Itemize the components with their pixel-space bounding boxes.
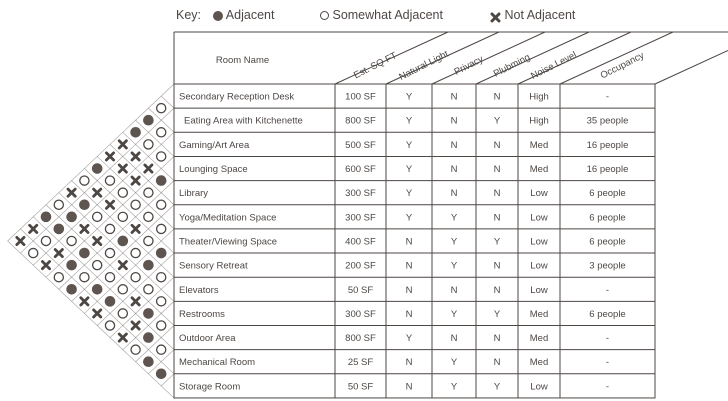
noise-cell: High — [529, 115, 549, 127]
header-occupancy: Occupancy — [598, 50, 647, 82]
room-name-cell: Lounging Space — [179, 164, 248, 176]
sqft-cell: 800 SF — [345, 115, 376, 127]
somewhat-adjacent-ring-icon — [80, 176, 89, 185]
somewhat-adjacent-ring-icon — [157, 104, 166, 113]
plumbing-cell: N — [493, 91, 501, 103]
adjacency-diamond — [8, 84, 174, 398]
light-cell: N — [405, 284, 413, 296]
somewhat-adjacent-ring-icon — [144, 212, 153, 221]
room-name-cell: Eating Area with Kitchenette — [184, 115, 303, 127]
occupancy-cell: 35 people — [586, 115, 629, 127]
header-noise-level: Noise Level — [529, 49, 579, 82]
occupancy-cell: - — [605, 91, 610, 103]
not-adjacent-x-icon — [81, 225, 88, 232]
plumbing-cell: N — [493, 164, 501, 176]
noise-cell: High — [529, 91, 549, 103]
occupancy-cell: - — [605, 381, 610, 393]
privacy-cell: N — [450, 164, 458, 176]
somewhat-adjacent-ring-icon — [131, 273, 140, 282]
light-cell: Y — [405, 139, 413, 151]
privacy-cell: Y — [450, 308, 458, 320]
legend-adjacent-text: Adjacent — [225, 8, 275, 22]
plumbing-cell: Y — [493, 381, 501, 393]
sqft-cell: 400 SF — [345, 236, 376, 248]
table-row — [179, 92, 609, 103]
noise-cell: Low — [530, 260, 548, 272]
privacy-cell: N — [450, 188, 458, 200]
sqft-cell: 200 SF — [345, 260, 376, 272]
somewhat-adjacent-ring-icon — [118, 188, 127, 197]
somewhat-adjacent-ring-icon — [157, 297, 166, 306]
somewhat-adjacent-ring-icon — [80, 273, 89, 282]
plumbing-cell: N — [493, 260, 501, 272]
privacy-cell: N — [450, 115, 458, 127]
adjacent-dot-icon — [66, 260, 77, 271]
privacy-cell: Y — [450, 260, 458, 272]
noise-cell: Med — [529, 139, 549, 151]
privacy-cell: N — [450, 91, 458, 103]
light-cell: N — [405, 381, 413, 393]
adjacent-dot-icon — [143, 332, 154, 343]
occupancy-cell: 6 people — [589, 236, 626, 248]
plumbing-cell: Y — [493, 308, 501, 320]
legend-label: Key: — [176, 8, 202, 22]
header-room-name: Room Name — [215, 55, 270, 66]
table-row — [179, 357, 609, 368]
occupancy-cell: - — [605, 284, 610, 296]
header-slant-line — [655, 50, 728, 84]
adjacent-dot-icon — [118, 236, 129, 247]
adjacent-dot-icon — [143, 115, 154, 126]
privacy-cell: Y — [450, 357, 458, 369]
table-row — [179, 164, 628, 175]
plumbing-cell: N — [493, 212, 501, 224]
plumbing-cell: N — [493, 139, 501, 151]
room-name-cell: Restrooms — [179, 308, 225, 320]
somewhat-adjacent-ring-icon — [157, 321, 166, 330]
light-cell: Y — [405, 333, 413, 345]
not-adjacent-x-icon — [132, 298, 139, 305]
occupancy-cell: - — [605, 357, 610, 369]
sqft-cell: 50 SF — [347, 381, 374, 393]
room-name-cell: Gaming/Art Area — [179, 139, 250, 151]
somewhat-adjacent-ring-icon — [54, 200, 63, 209]
sqft-cell: 500 SF — [345, 139, 376, 151]
adjacent-dot-icon — [41, 212, 52, 223]
light-cell: Y — [405, 164, 413, 176]
not-adjacent-x-icon — [17, 237, 24, 244]
noise-cell: Low — [530, 212, 548, 224]
not-adjacent-x-icon — [94, 189, 101, 196]
adjacent-dot-icon — [143, 260, 154, 271]
header-natural-light: Natural Light — [397, 48, 451, 83]
not-adjacent-x-icon — [119, 141, 126, 148]
table-row — [179, 212, 626, 223]
somewhat-adjacent-ring-icon — [93, 261, 102, 270]
not-adjacent-x-icon — [132, 322, 139, 329]
occupancy-cell: 16 people — [586, 139, 629, 151]
noise-cell: Med — [529, 308, 549, 320]
occupancy-cell: 6 people — [589, 308, 626, 320]
somewhat-adjacent-ring-icon — [144, 236, 153, 245]
somewhat-adjacent-ring-icon — [157, 152, 166, 161]
plumbing-cell: N — [493, 333, 501, 345]
somewhat-adjacent-ring-icon — [41, 236, 50, 245]
light-cell: N — [405, 308, 413, 320]
adjacent-dot-icon — [79, 248, 90, 259]
occupancy-cell: 3 people — [589, 260, 626, 272]
somewhat-adjacent-ring-icon — [105, 224, 114, 233]
diamond-grid-line — [59, 193, 174, 302]
somewhat-adjacent-ring-icon — [105, 248, 114, 257]
somewhat-adjacent-ring-icon — [118, 309, 127, 318]
adjacent-dot-icon — [79, 199, 90, 210]
somewhat-adjacent-ring-icon — [131, 200, 140, 209]
light-cell: N — [405, 260, 413, 272]
somewhat-adjacent-ring-icon — [144, 285, 153, 294]
diamond-grid-line — [33, 132, 174, 265]
sqft-cell: 800 SF — [345, 333, 376, 345]
plumbing-cell: Y — [493, 236, 501, 248]
not-adjacent-x-icon — [106, 201, 113, 208]
somewhat-adjacent-ring-icon — [93, 212, 102, 221]
noise-cell: Low — [530, 284, 548, 296]
not-adjacent-x-icon — [132, 177, 139, 184]
not-adjacent-x-icon — [55, 249, 62, 256]
adjacent-dot-icon — [105, 296, 116, 307]
room-name-cell: Theater/Viewing Space — [179, 236, 278, 248]
noise-cell: Low — [530, 381, 548, 393]
light-cell: N — [405, 236, 413, 248]
header-privacy: Privacy — [452, 53, 486, 78]
occupancy-cell: 16 people — [586, 164, 629, 176]
diamond-grid-line — [33, 217, 174, 350]
not-adjacent-x-icon — [42, 262, 49, 269]
privacy-cell: Y — [450, 212, 458, 224]
light-cell: N — [405, 357, 413, 369]
header-plubming: Plubming — [491, 51, 533, 80]
table-row — [179, 381, 609, 392]
not-adjacent-x-icon — [145, 165, 152, 172]
not-adjacent-x-icon — [119, 262, 126, 269]
noise-cell: Med — [529, 333, 549, 345]
occupancy-cell: 6 people — [589, 188, 626, 200]
adjacent-dot-icon — [156, 175, 167, 186]
sqft-cell: 300 SF — [345, 188, 376, 200]
room-name-cell: Storage Room — [179, 381, 241, 393]
room-name-cell: Sensory Retreat — [179, 260, 248, 272]
not-adjacent-x-icon — [132, 225, 139, 232]
plumbing-cell: N — [493, 188, 501, 200]
not-adjacent-x-icon — [68, 189, 75, 196]
room-name-cell: Outdoor Area — [179, 333, 236, 345]
privacy-cell: Y — [450, 381, 458, 393]
light-cell: Y — [405, 91, 413, 103]
somewhat-adjacent-ring-icon — [54, 273, 63, 282]
somewhat-adjacent-ring-icon — [131, 345, 140, 354]
somewhat-adjacent-ring-icon — [157, 273, 166, 282]
privacy-cell: Y — [450, 236, 458, 248]
noise-cell: Low — [530, 236, 548, 248]
somewhat-adjacent-ring-icon — [29, 248, 38, 257]
noise-cell: Med — [529, 164, 549, 176]
legend-not-adjacent-text: Not Adjacent — [504, 8, 576, 22]
table-row — [179, 236, 626, 247]
adjacent-dot-icon — [66, 212, 77, 223]
table-row — [179, 140, 628, 151]
table-row — [179, 333, 609, 344]
not-adjacent-x-icon — [81, 298, 88, 305]
adjacent-dot-icon — [143, 356, 154, 367]
somewhat-adjacent-ring-icon — [105, 176, 114, 185]
somewhat-adjacent-ring-icon — [67, 236, 76, 245]
table-row — [179, 285, 609, 296]
somewhat-adjacent-ring-icon — [131, 248, 140, 257]
not-adjacent-x-icon — [106, 153, 113, 160]
adjacent-dot-icon — [156, 369, 167, 380]
table-row — [184, 116, 628, 127]
table-row — [179, 261, 626, 272]
adjacent-dot-icon — [143, 308, 154, 319]
privacy-cell: N — [450, 333, 458, 345]
not-adjacent-x-icon — [119, 165, 126, 172]
legend-somewhat-adjacent-text: Somewhat Adjacent — [332, 8, 443, 22]
not-adjacent-x-icon — [94, 310, 101, 317]
light-cell: Y — [405, 115, 413, 127]
light-cell: Y — [405, 212, 413, 224]
light-cell: Y — [405, 188, 413, 200]
somewhat-adjacent-ring-icon — [157, 345, 166, 354]
noise-cell: Low — [530, 188, 548, 200]
adjacent-dot-icon — [54, 224, 65, 235]
not-adjacent-x-icon — [132, 153, 139, 160]
not-adjacent-x-icon — [30, 225, 37, 232]
somewhat-adjacent-ring-icon — [157, 224, 166, 233]
adjacent-dot-icon — [66, 284, 77, 295]
not-adjacent-x-icon — [119, 334, 126, 341]
diamond-grid-line — [136, 326, 174, 362]
not-adjacent-x-icon — [94, 237, 101, 244]
room-name-cell: Library — [179, 188, 209, 200]
adjacent-dot-icon — [92, 284, 103, 295]
room-name-cell: Mechanical Room — [179, 357, 256, 369]
room-name-cell: Secondary Reception Desk — [179, 91, 295, 103]
somewhat-adjacent-ring-icon — [118, 212, 127, 221]
table-row — [179, 309, 626, 320]
somewhat-adjacent-ring-icon — [105, 321, 114, 330]
noise-cell: Med — [529, 357, 549, 369]
somewhat-adjacent-ring-icon — [157, 128, 166, 137]
diamond-grid-line — [136, 120, 174, 156]
somewhat-adjacent-ring-icon — [118, 285, 127, 294]
table-rows — [179, 92, 628, 393]
room-name-cell: Yoga/Meditation Space — [179, 212, 277, 224]
sqft-cell: 50 SF — [347, 284, 374, 296]
plumbing-cell: Y — [493, 115, 501, 127]
adjacent-dot-icon — [130, 127, 141, 138]
sqft-cell: 300 SF — [345, 212, 376, 224]
occupancy-cell: 6 people — [589, 212, 626, 224]
sqft-cell: 600 SF — [345, 164, 376, 176]
header-est-sq-ft: Est. SQ FT — [351, 50, 399, 82]
adjacent-dot-icon — [156, 248, 167, 259]
somewhat-adjacent-ring-icon — [105, 273, 114, 282]
somewhat-adjacent-ring-icon — [157, 200, 166, 209]
somewhat-adjacent-ring-icon — [144, 140, 153, 149]
occupancy-cell: - — [605, 333, 610, 345]
privacy-cell: N — [450, 139, 458, 151]
sqft-cell: 100 SF — [345, 91, 376, 103]
somewhat-adjacent-ring-icon — [144, 188, 153, 197]
adjacent-dot-icon — [92, 163, 103, 174]
privacy-cell: N — [450, 284, 458, 296]
column-headers — [216, 48, 646, 82]
room-name-cell: Elevators — [179, 284, 219, 296]
plumbing-cell: N — [493, 357, 501, 369]
plumbing-cell: N — [493, 284, 501, 296]
sqft-cell: 25 SF — [347, 357, 374, 369]
table-row — [179, 188, 626, 199]
sqft-cell: 300 SF — [345, 308, 376, 320]
